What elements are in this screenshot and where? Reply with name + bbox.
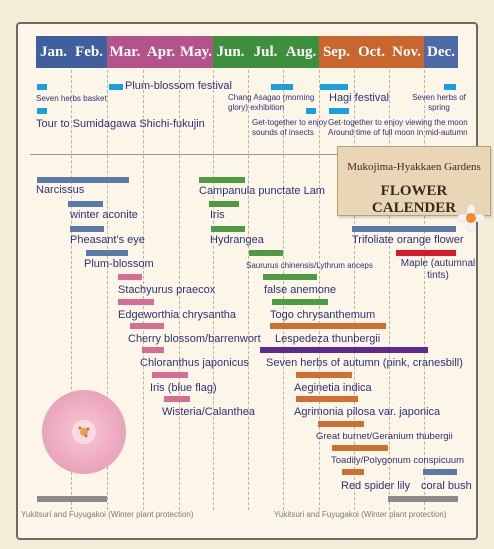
cherry-blossom-image xyxy=(42,390,126,474)
month-aug: Aug. xyxy=(283,36,319,68)
month-sep: Sep. xyxy=(319,36,354,68)
month-may: May. xyxy=(179,36,213,68)
event-insects: Get-together to enjoy sounds of insects xyxy=(252,118,328,137)
flower-bar xyxy=(270,323,386,329)
banner-subtitle: Mukojima-Hyakkaen Gardens xyxy=(347,161,481,173)
event-moon-viewing: Get-together to enjoy viewing the moon Around time of full moon in mid-autumn xyxy=(328,118,468,137)
flower-saururus: Saururus chinensis/Lythrum anceps xyxy=(246,261,373,270)
flower-false-anemone: false anemone xyxy=(264,284,337,296)
flower-chloranthus: Chloranthus japonicus xyxy=(140,357,249,369)
month-apr: Apr. xyxy=(143,36,179,68)
flower-coral-bush: coral bush xyxy=(421,480,472,492)
event-bar xyxy=(271,84,293,90)
flower-maple: Maple (autumnal tints) xyxy=(400,258,476,281)
event-bar xyxy=(306,108,316,114)
flower-narcissus: Narcissus xyxy=(36,184,85,196)
flower-bar xyxy=(152,372,188,378)
flower-great-burnet: Great burnet/Geranium thubergii xyxy=(316,431,453,442)
flower-agrimonia: Agrimonia pilosa var. japonica xyxy=(294,406,441,418)
flower-bar xyxy=(142,347,164,353)
event-hagi-festival: Hagi festival xyxy=(329,92,389,104)
flower-bar xyxy=(70,226,104,232)
event-bar xyxy=(37,108,47,114)
flower-bar xyxy=(249,250,283,256)
flower-bar xyxy=(332,445,388,451)
flower-bar xyxy=(68,201,103,207)
event-sumidagawa-tour: Tour to Sumidagawa Shichi-fukujin xyxy=(36,118,205,130)
event-chang-asagao: Chang Asagao (morning glory) exhibition xyxy=(228,93,315,112)
flower-bar xyxy=(396,250,456,256)
month-feb: Feb. xyxy=(71,36,107,68)
flower-bar xyxy=(260,347,428,353)
month-jul: Jul. xyxy=(248,36,283,68)
flower-iris: Iris xyxy=(210,209,225,221)
flower-bar xyxy=(342,469,364,475)
daffodil-icon xyxy=(456,203,486,233)
cherry-blossom-icon xyxy=(42,390,126,474)
month-oct: Oct. xyxy=(354,36,389,68)
event-seven-herbs-spring: Seven herbs of spring xyxy=(412,93,466,112)
month-jan: Jan. xyxy=(36,36,71,68)
flower-wisteria: Wisteria/Calanthea xyxy=(162,406,255,418)
grid-line xyxy=(248,70,249,510)
flower-spider-lily: Red spider lily xyxy=(341,480,411,492)
month-jun: Jun. xyxy=(213,36,248,68)
event-bar xyxy=(444,84,456,90)
flower-hydrangea: Hydrangea xyxy=(210,234,264,246)
flower-bar xyxy=(263,274,317,280)
flower-bar xyxy=(296,372,352,378)
flower-bar xyxy=(130,323,164,329)
protection-left: Yukitsuri and Fuyugakoi (Winter plant protection) xyxy=(21,510,194,519)
banner-title: FLOWER CALENDER xyxy=(371,183,457,216)
flower-bar xyxy=(118,274,142,280)
flower-aeginetia: Aeginetia indica xyxy=(294,382,372,394)
event-bar xyxy=(320,84,348,90)
flower-cherry: Cherry blossom/barrenwort xyxy=(128,333,261,345)
flower-togo: Togo chrysanthemum xyxy=(270,309,376,321)
month-nov: Nov. xyxy=(389,36,424,68)
flower-bar xyxy=(118,299,154,305)
flower-seven-autumn: Seven herbs of autumn (pink, cranesbill) xyxy=(266,357,463,369)
flower-bar xyxy=(164,396,190,402)
flower-plum-blossom: Plum-blossom xyxy=(84,258,154,270)
event-bar xyxy=(109,84,123,90)
event-seven-herbs-basket: Seven herbs basket xyxy=(36,94,107,103)
flower-trifoliate: Trifoliate orange flower xyxy=(352,234,464,246)
flower-toadily: Toadily/Polygonum conspicuum xyxy=(331,455,465,466)
flower-pheasants-eye: Pheasant's eye xyxy=(70,234,145,246)
flower-edgeworthia: Edgeworthia chrysantha xyxy=(118,309,237,321)
protection-right: Yukitsuri and Fuyugakoi (Winter plant protection) xyxy=(274,510,447,519)
flower-stachyurus: Stachyurus praecox xyxy=(118,284,216,296)
flower-bar xyxy=(423,469,457,475)
flower-bar xyxy=(209,201,239,207)
event-plum-festival: Plum-blossom festival xyxy=(125,80,232,92)
protection-bar xyxy=(388,496,458,502)
flower-lespedeza: Lespedeza thunbergii xyxy=(275,333,381,345)
event-bar xyxy=(329,108,349,114)
flower-bar xyxy=(37,177,129,183)
flower-winter-aconite: winter aconite xyxy=(70,209,138,221)
flower-bar xyxy=(199,177,245,183)
flower-campanula: Campanula punctate Lam xyxy=(199,185,325,197)
protection-bar xyxy=(37,496,107,502)
month-mar: Mar. xyxy=(107,36,143,68)
flower-bar xyxy=(296,396,358,402)
flower-bar xyxy=(211,226,245,232)
flower-iris-blue: Iris (blue flag) xyxy=(150,382,217,394)
flower-bar xyxy=(352,226,456,232)
flower-bar xyxy=(86,250,128,256)
flower-bar xyxy=(318,421,364,427)
flower-bar xyxy=(272,299,328,305)
month-dec: Dec. xyxy=(424,36,458,68)
event-bar xyxy=(37,84,47,90)
